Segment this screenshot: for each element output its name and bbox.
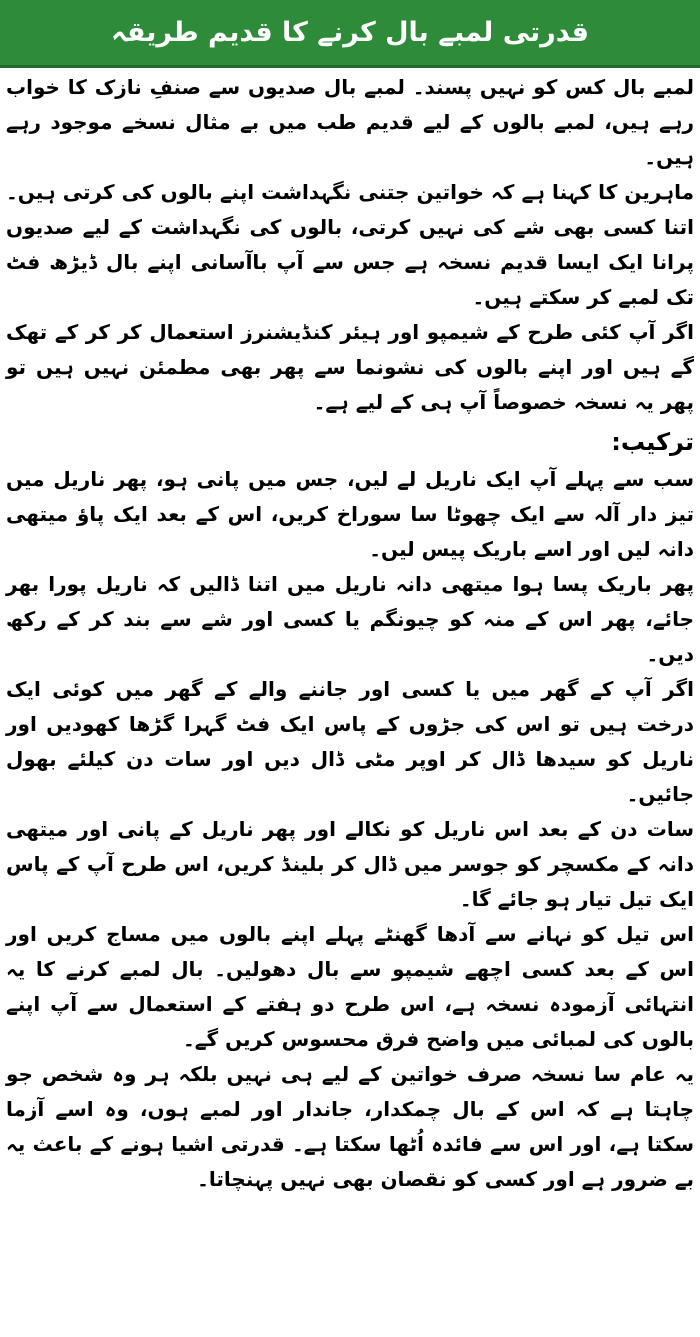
intro-paragraph: لمبے بال کس کو نہیں پسند۔ لمبے بال صدیوں سے صنفِ نازک کا خواب رہے ہیں، لمبے بالوں کے لیے قدیم طب میں بے مثال نسخے موجود رہے ہیں۔ [6, 75, 694, 169]
title-banner [0, 0, 700, 68]
intro-paragraph: اگر آپ کئی طرح کے شیمپو اور ہیئر کنڈیشنرز استعمال کر کر کے تھک گے ہیں اور اپنے بالوں کی نشونما سے پھر بھی مطمئن نہیں ہیں تو پھر یہ نسخہ خصوصاً آپ ہی کے لیے ہے۔ [6, 320, 694, 414]
recipe-paragraph: سب سے پہلے آپ ایک ناریل لے لیں، جس میں پانی ہو، پھر ناریل میں تیز دار آلہ سے ایک چھوٹا سا سوراخ کریں، اس کے بعد ایک پاؤ میتھی دانہ لیں اور اسے باریک پیس لیں۔ [6, 467, 694, 561]
recipe-paragraph: یہ عام سا نسخہ صرف خواتین کے لیے ہی نہیں بلکہ ہر وہ شخص جو چاہتا ہے کہ اس کے بال چمکدار، جاندار اور لمبے ہوں، وہ اسے آزما سکتا ہے، اور اس سے فائدہ اُٹھا سکتا ہے۔ قدرتی اشیا ہونے کے باعث یہ بے ضرور ہے اور کسی کو نقصان بھی نہیں پہنچاتا۔ [6, 1062, 694, 1191]
recipe-heading: ترکیب: [611, 428, 694, 456]
recipe-paragraph: سات دن کے بعد اس ناریل کو نکالے اور پھر ناریل کے پانی اور میتھی دانہ کے مکسچر کو جوسر میں ڈال کر بلینڈ کریں، اس طرح آپ کے پاس ایک تیل تیار ہو جائے گا۔ [6, 817, 694, 911]
intro-paragraph: ماہرین کا کہنا ہے کہ خواتین جتنی نگہداشت اپنے بالوں کی کرتی ہیں۔ اتنا کسی بھی شے کی نہیں کرتی، بالوں کی نگہداشت کے لیے صدیوں پرانا ایک ایسا قدیم نسخہ ہے جس سے آپ باآسانی اپنے بال ڈیڑھ فٹ تک لمبے کر سکتے ہیں۔ [6, 180, 694, 309]
recipe-paragraph: اس تیل کو نہانے سے آدھا گھنٹے پہلے اپنے بالوں میں مساج کریں اور اس کے بعد کسی اچھے شیمپو سے بال دھولیں۔ بال لمبے کرنے کا یہ انتہائی آزمودہ نسخہ ہے، اس طرح دو ہفتے کے استعمال سے آپ اپنے بالوں کی لمبائی میں واضح فرق محسوس کریں گے۔ [6, 922, 694, 1051]
recipe-paragraph: اگر آپ کے گھر میں یا کسی اور جاننے والے کے گھر میں کوئی ایک درخت ہیں تو اس کی جڑوں کے پاس ایک فٹ گہرا گڑھا کھودیں اور ناریل کو سیدھا ڈال کر اوپر مٹی ڈال دیں اور سات دن کیلئے بھول جائیں۔ [6, 677, 694, 806]
article-body [6, 70, 694, 1197]
recipe-paragraph: پھر باریک پسا ہوا میتھی دانہ ناریل میں اتنا ڈالیں کہ ناریل پورا بھر جائے، پھر اس کے منہ کو چیونگم یا کسی اور شے سے بند کر کے رکھ دیں۔ [6, 572, 694, 666]
article-title: قدرتی لمبے بال کرنے کا قدیم طریقہ [111, 17, 589, 48]
